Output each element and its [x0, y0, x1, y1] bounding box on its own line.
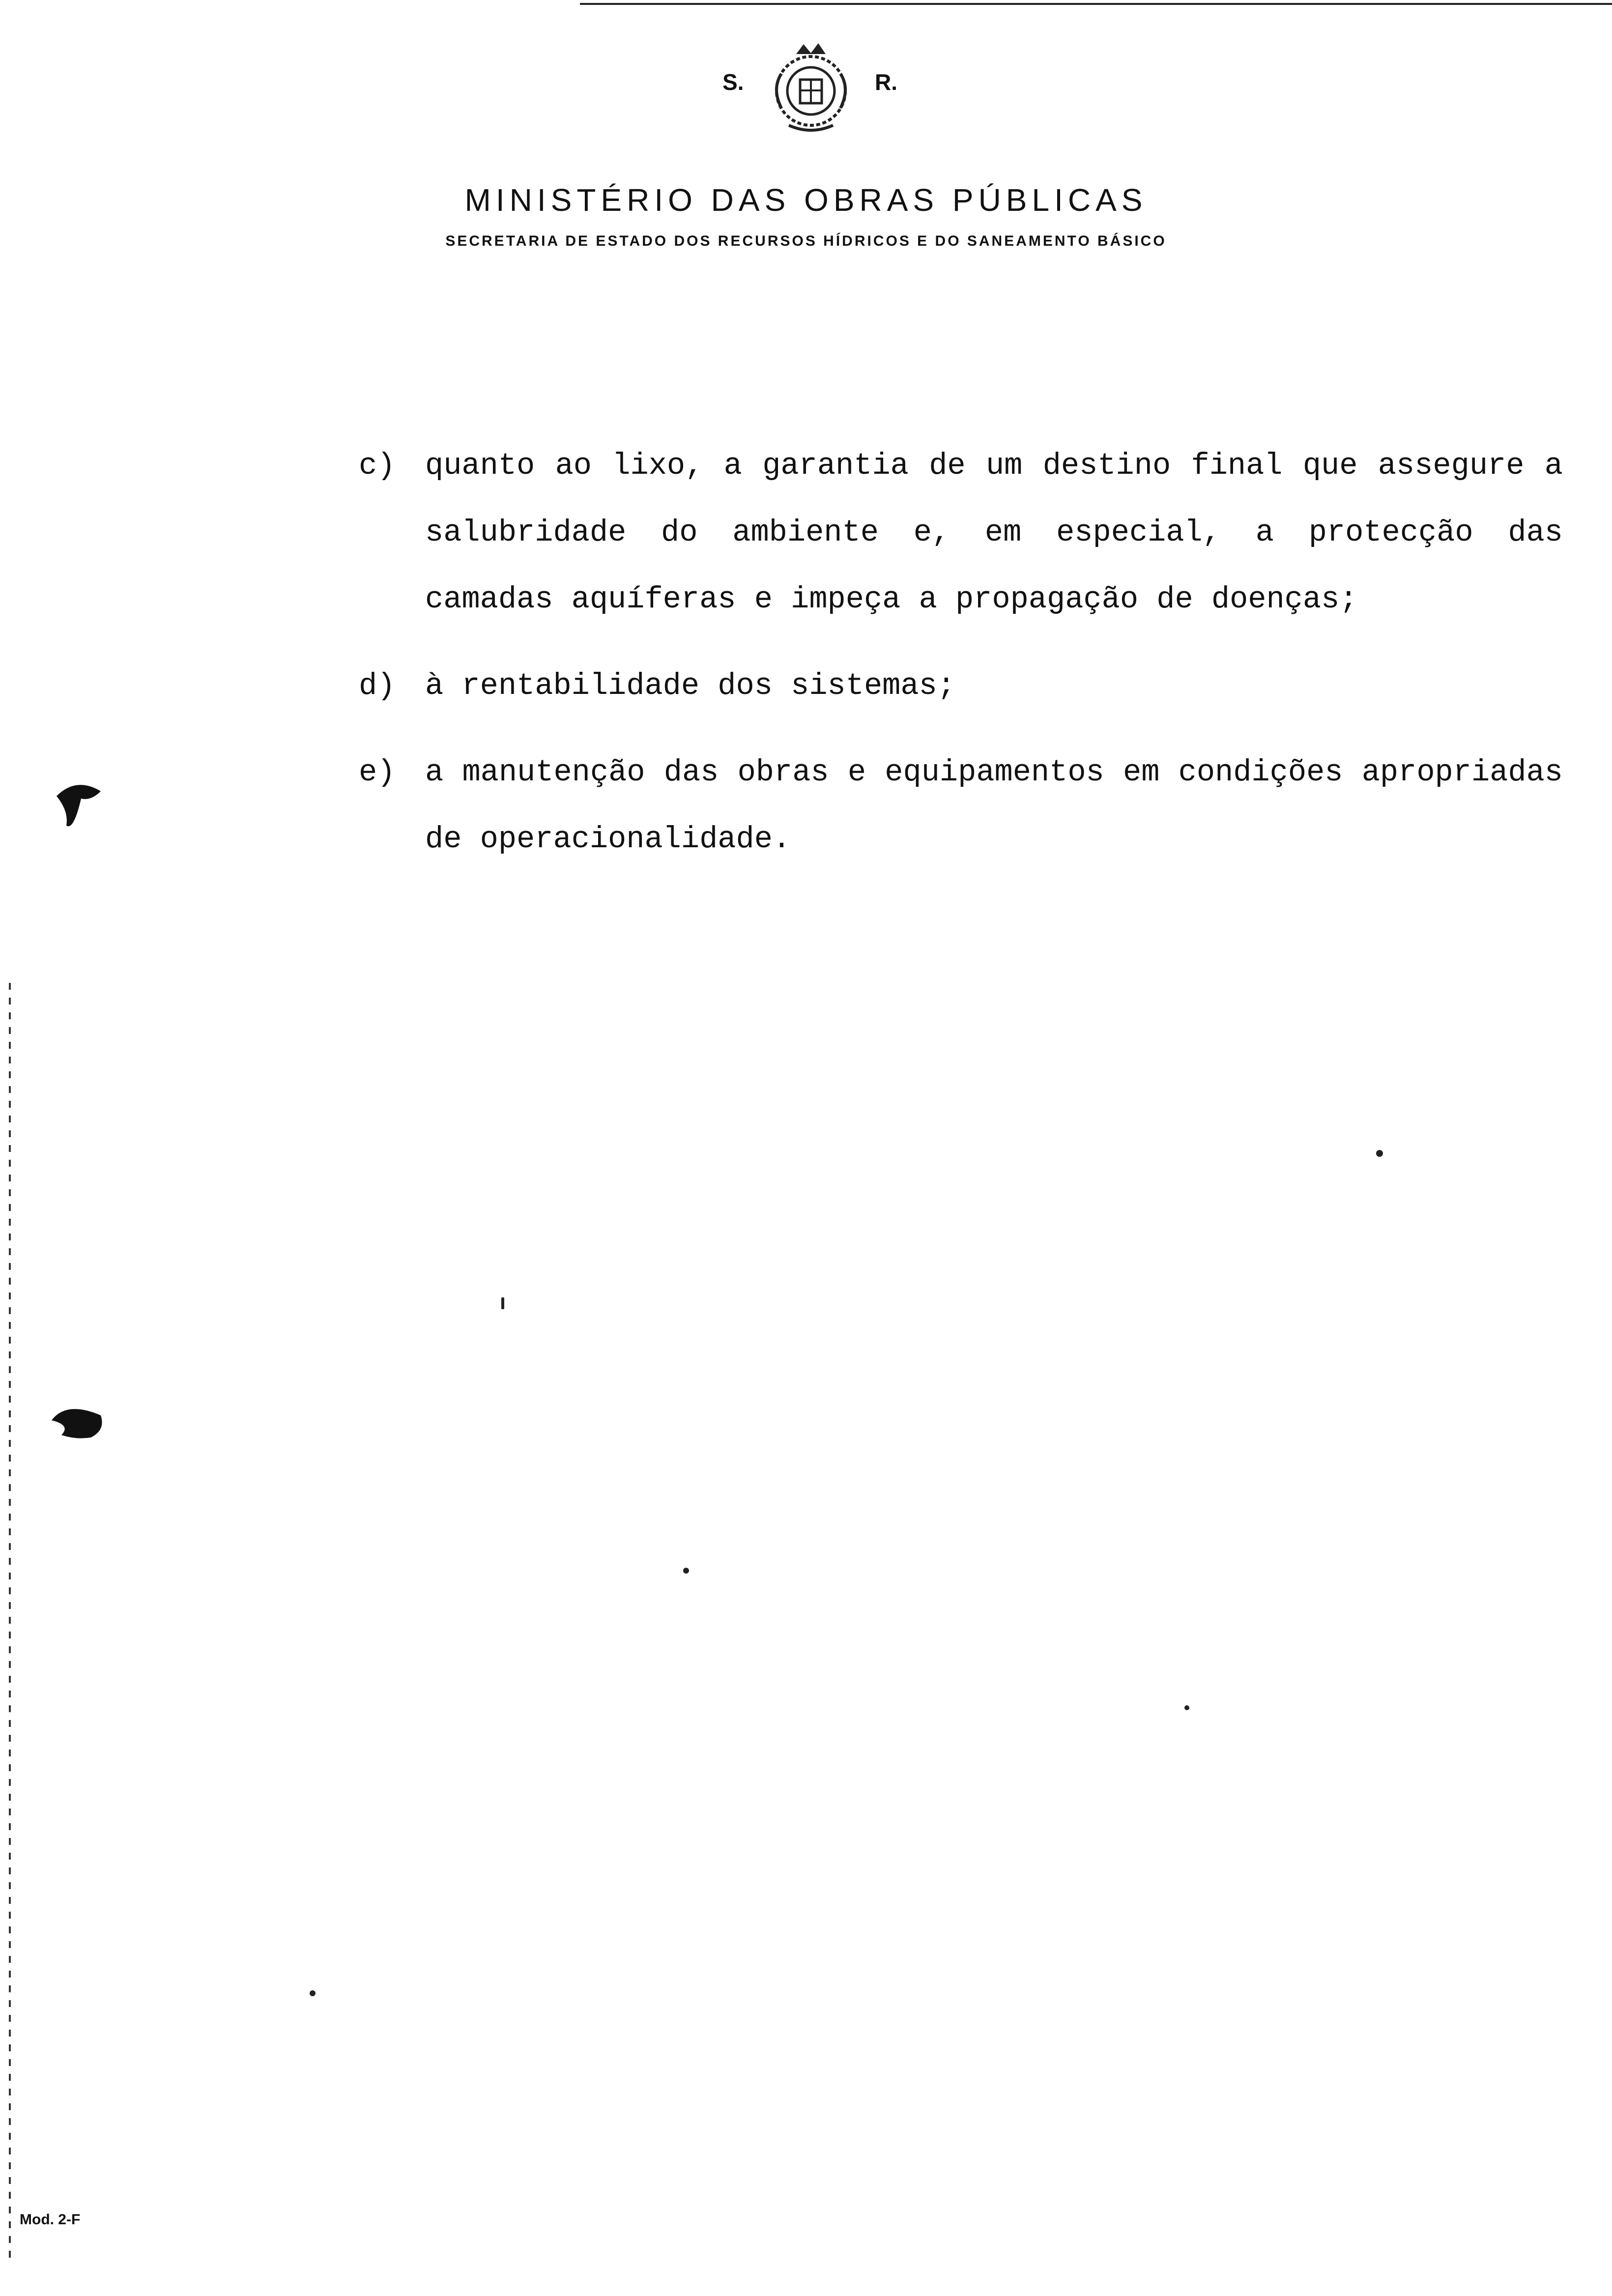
- top-rule: [580, 3, 1612, 5]
- punch-hole-icon: [47, 776, 111, 835]
- item-marker: e): [359, 755, 396, 790]
- item-text: a manutenção das obras e equipamentos em condições apropriadas de operacionalidade.: [425, 755, 1563, 857]
- list-item-d: [359, 653, 1563, 719]
- list-item-e: [359, 739, 1563, 873]
- item-marker: c): [359, 448, 396, 483]
- seal-row: [659, 39, 953, 138]
- scan-speck: [310, 1990, 316, 1996]
- seal-left-letter: S.: [722, 69, 744, 95]
- coat-of-arms-icon: [762, 39, 860, 138]
- secretariat-subtitle: SECRETARIA DE ESTADO DOS RECURSOS HÍDRICOS E DO SANEAMENTO BÁSICO: [445, 233, 1167, 249]
- scan-speck: [1184, 1705, 1189, 1710]
- list-item-c: [359, 432, 1563, 633]
- scan-speck: [683, 1568, 689, 1574]
- seal-right-letter: R.: [875, 69, 897, 95]
- binding-edge: [9, 983, 11, 2261]
- item-marker: d): [359, 668, 396, 703]
- body-list: [359, 432, 1563, 892]
- item-text: à rentabilidade dos sistemas;: [425, 668, 955, 703]
- scan-speck: [1376, 1150, 1383, 1157]
- ministry-title: MINISTÉRIO DAS OBRAS PÚBLICAS: [464, 182, 1148, 218]
- scan-speck: [501, 1297, 504, 1309]
- punch-hole-icon: [47, 1396, 111, 1455]
- letterhead: [0, 39, 1612, 250]
- item-text: quanto ao lixo, a garantia de um destino final que assegure a salubridade do ambiente e, em especial, a protecção das camadas aquíferas e impeça a propagação de doenças;: [425, 448, 1563, 617]
- form-code: Mod. 2-F: [20, 2211, 81, 2228]
